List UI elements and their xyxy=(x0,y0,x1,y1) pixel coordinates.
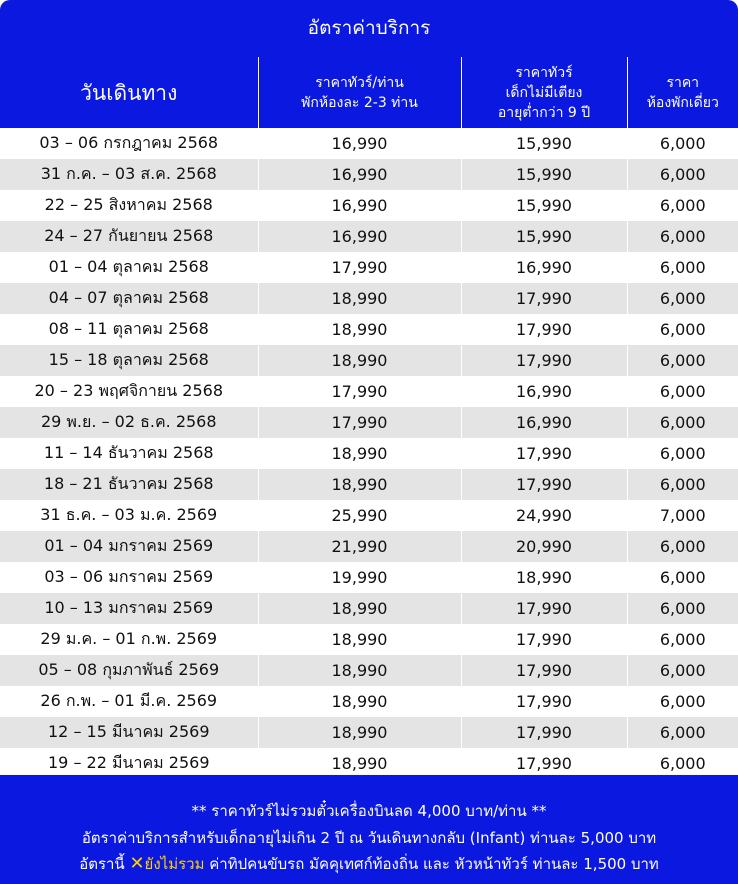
cell-travel-date: 04 – 07 ตุลาคม 2568 xyxy=(0,283,258,314)
table-row xyxy=(0,717,738,748)
cell-travel-date: 03 – 06 มกราคม 2569 xyxy=(0,562,258,593)
cell-single-room-price: 6,000 xyxy=(627,748,738,779)
table-row xyxy=(0,686,738,717)
table-row xyxy=(0,407,738,438)
cell-child-price: 17,990 xyxy=(461,624,627,655)
header-child-price xyxy=(461,57,627,128)
cell-adult-price: 18,990 xyxy=(258,686,461,717)
cell-adult-price: 18,990 xyxy=(258,438,461,469)
footer-note-tips-prefix: อัตรานี้ xyxy=(79,855,125,873)
cell-single-room-price: 6,000 xyxy=(627,128,738,159)
cell-single-room-price: 6,000 xyxy=(627,438,738,469)
cell-adult-price: 17,990 xyxy=(258,407,461,438)
header-travel-date-label: วันเดินทาง xyxy=(80,80,178,105)
table-row xyxy=(0,593,738,624)
cell-single-room-price: 6,000 xyxy=(627,593,738,624)
table-row xyxy=(0,314,738,345)
cell-travel-date: 20 – 23 พฤศจิกายน 2568 xyxy=(0,376,258,407)
header-single-room xyxy=(627,57,738,128)
cell-adult-price: 17,990 xyxy=(258,252,461,283)
cell-adult-price: 16,990 xyxy=(258,221,461,252)
cell-travel-date: 01 – 04 ตุลาคม 2568 xyxy=(0,252,258,283)
cell-adult-price: 16,990 xyxy=(258,190,461,221)
table-row xyxy=(0,624,738,655)
cell-adult-price: 18,990 xyxy=(258,593,461,624)
cell-single-room-price: 6,000 xyxy=(627,252,738,283)
cell-travel-date: 29 พ.ย. – 02 ธ.ค. 2568 xyxy=(0,407,258,438)
cell-child-price: 16,990 xyxy=(461,407,627,438)
cell-child-price: 18,990 xyxy=(461,562,627,593)
header-travel-date xyxy=(0,57,258,128)
table-row xyxy=(0,438,738,469)
cell-travel-date: 11 – 14 ธันวาคม 2568 xyxy=(0,438,258,469)
cell-travel-date: 29 ม.ค. – 01 ก.พ. 2569 xyxy=(0,624,258,655)
cell-travel-date: 01 – 04 มกราคม 2569 xyxy=(0,531,258,562)
cell-travel-date: 31 ธ.ค. – 03 ม.ค. 2569 xyxy=(0,500,258,531)
cell-travel-date: 08 – 11 ตุลาคม 2568 xyxy=(0,314,258,345)
table-row xyxy=(0,283,738,314)
cell-child-price: 15,990 xyxy=(461,159,627,190)
cell-adult-price: 19,990 xyxy=(258,562,461,593)
cell-child-price: 17,990 xyxy=(461,748,627,779)
cell-travel-date: 31 ก.ค. – 03 ส.ค. 2568 xyxy=(0,159,258,190)
header-adult-price xyxy=(258,57,461,128)
cell-adult-price: 18,990 xyxy=(258,655,461,686)
rates-table-body xyxy=(0,128,738,779)
header-child-line: เด็กไม่มีเตียง xyxy=(505,84,583,101)
cell-single-room-price: 6,000 xyxy=(627,190,738,221)
cell-travel-date: 15 – 18 ตุลาคม 2568 xyxy=(0,345,258,376)
rates-table xyxy=(0,57,738,779)
table-row xyxy=(0,655,738,686)
cell-child-price: 24,990 xyxy=(461,500,627,531)
cell-single-room-price: 6,000 xyxy=(627,407,738,438)
cell-travel-date: 03 – 06 กรกฎาคม 2568 xyxy=(0,128,258,159)
cell-adult-price: 18,990 xyxy=(258,314,461,345)
cell-adult-price: 16,990 xyxy=(258,128,461,159)
cell-child-price: 15,990 xyxy=(461,128,627,159)
cell-adult-price: 16,990 xyxy=(258,159,461,190)
cell-single-room-price: 6,000 xyxy=(627,717,738,748)
cell-child-price: 16,990 xyxy=(461,376,627,407)
cell-travel-date: 05 – 08 กุมภาพันธ์ 2569 xyxy=(0,655,258,686)
cell-single-room-price: 6,000 xyxy=(627,221,738,252)
cell-child-price: 17,990 xyxy=(461,469,627,500)
cell-child-price: 15,990 xyxy=(461,221,627,252)
header-single-line: ราคา xyxy=(666,74,700,91)
cell-child-price: 17,990 xyxy=(461,717,627,748)
cell-adult-price: 18,990 xyxy=(258,345,461,376)
table-row xyxy=(0,159,738,190)
table-row xyxy=(0,345,738,376)
cell-single-room-price: 6,000 xyxy=(627,159,738,190)
header-child-line: อายุต่ำกว่า 9 ปี xyxy=(497,104,591,121)
cell-adult-price: 21,990 xyxy=(258,531,461,562)
table-row xyxy=(0,376,738,407)
page-title: อัตราค่าบริการ xyxy=(0,0,738,57)
table-row xyxy=(0,128,738,159)
cell-single-room-price: 6,000 xyxy=(627,686,738,717)
cell-adult-price: 17,990 xyxy=(258,376,461,407)
cell-adult-price: 18,990 xyxy=(258,748,461,779)
footer-note-airfare: ** ราคาทัวร์ไม่รวมตั๋วเครื่องบินลด 4,000 บาท/ท่าน ** xyxy=(191,802,547,820)
cell-child-price: 17,990 xyxy=(461,655,627,686)
header-adult-line: ราคาทัวร์/ท่าน xyxy=(315,74,404,91)
cell-single-room-price: 6,000 xyxy=(627,531,738,562)
cell-adult-price: 18,990 xyxy=(258,717,461,748)
cell-single-room-price: 6,000 xyxy=(627,345,738,376)
cell-child-price: 17,990 xyxy=(461,593,627,624)
cell-child-price: 20,990 xyxy=(461,531,627,562)
footer-note-tips xyxy=(0,852,738,876)
header-child-line: ราคาทัวร์ xyxy=(515,64,573,81)
cell-child-price: 16,990 xyxy=(461,252,627,283)
cell-adult-price: 25,990 xyxy=(258,500,461,531)
cell-child-price: 17,990 xyxy=(461,686,627,717)
footer-note-infant: อัตราค่าบริการสำหรับเด็กอายุไม่เกิน 2 ปี ณ วันเดินทางกลับ (Infant) ท่านละ 5,000 บาท xyxy=(81,829,657,847)
cell-single-room-price: 6,000 xyxy=(627,283,738,314)
table-row xyxy=(0,190,738,221)
cell-adult-price: 18,990 xyxy=(258,469,461,500)
table-row xyxy=(0,469,738,500)
cell-child-price: 15,990 xyxy=(461,190,627,221)
footer-notes xyxy=(0,775,738,884)
cell-child-price: 17,990 xyxy=(461,314,627,345)
cell-single-room-price: 6,000 xyxy=(627,469,738,500)
cell-travel-date: 12 – 15 มีนาคม 2569 xyxy=(0,717,258,748)
table-header-row xyxy=(0,57,738,128)
cell-adult-price: 18,990 xyxy=(258,624,461,655)
cell-travel-date: 10 – 13 มกราคม 2569 xyxy=(0,593,258,624)
table-row xyxy=(0,500,738,531)
table-row xyxy=(0,252,738,283)
header-adult-line: พักห้องละ 2-3 ท่าน xyxy=(301,94,418,111)
table-row xyxy=(0,531,738,562)
x-mark-icon: ✕ xyxy=(129,853,145,874)
cell-adult-price: 18,990 xyxy=(258,283,461,314)
cell-child-price: 17,990 xyxy=(461,438,627,469)
cell-child-price: 17,990 xyxy=(461,283,627,314)
cell-single-room-price: 7,000 xyxy=(627,500,738,531)
cell-travel-date: 22 – 25 สิงหาคม 2568 xyxy=(0,190,258,221)
table-row xyxy=(0,221,738,252)
cell-single-room-price: 6,000 xyxy=(627,562,738,593)
cell-travel-date: 26 ก.พ. – 01 มี.ค. 2569 xyxy=(0,686,258,717)
cell-single-room-price: 6,000 xyxy=(627,624,738,655)
cell-single-room-price: 6,000 xyxy=(627,655,738,686)
cell-single-room-price: 6,000 xyxy=(627,376,738,407)
cell-travel-date: 18 – 21 ธันวาคม 2568 xyxy=(0,469,258,500)
cell-child-price: 17,990 xyxy=(461,345,627,376)
cell-travel-date: 19 – 22 มีนาคม 2569 xyxy=(0,748,258,779)
cell-single-room-price: 6,000 xyxy=(627,314,738,345)
footer-note-tips-suffix: ค่าทิปคนขับรถ มัคคุเทศก์ท้องถิ่น และ หัวหน้าทัวร์ ท่านละ 1,500 บาท xyxy=(209,855,659,873)
cell-travel-date: 24 – 27 กันยายน 2568 xyxy=(0,221,258,252)
footer-note-tips-highlight: ยังไม่รวม xyxy=(144,855,205,873)
header-single-line: ห้องพักเดี่ยว xyxy=(646,94,719,111)
table-row xyxy=(0,562,738,593)
